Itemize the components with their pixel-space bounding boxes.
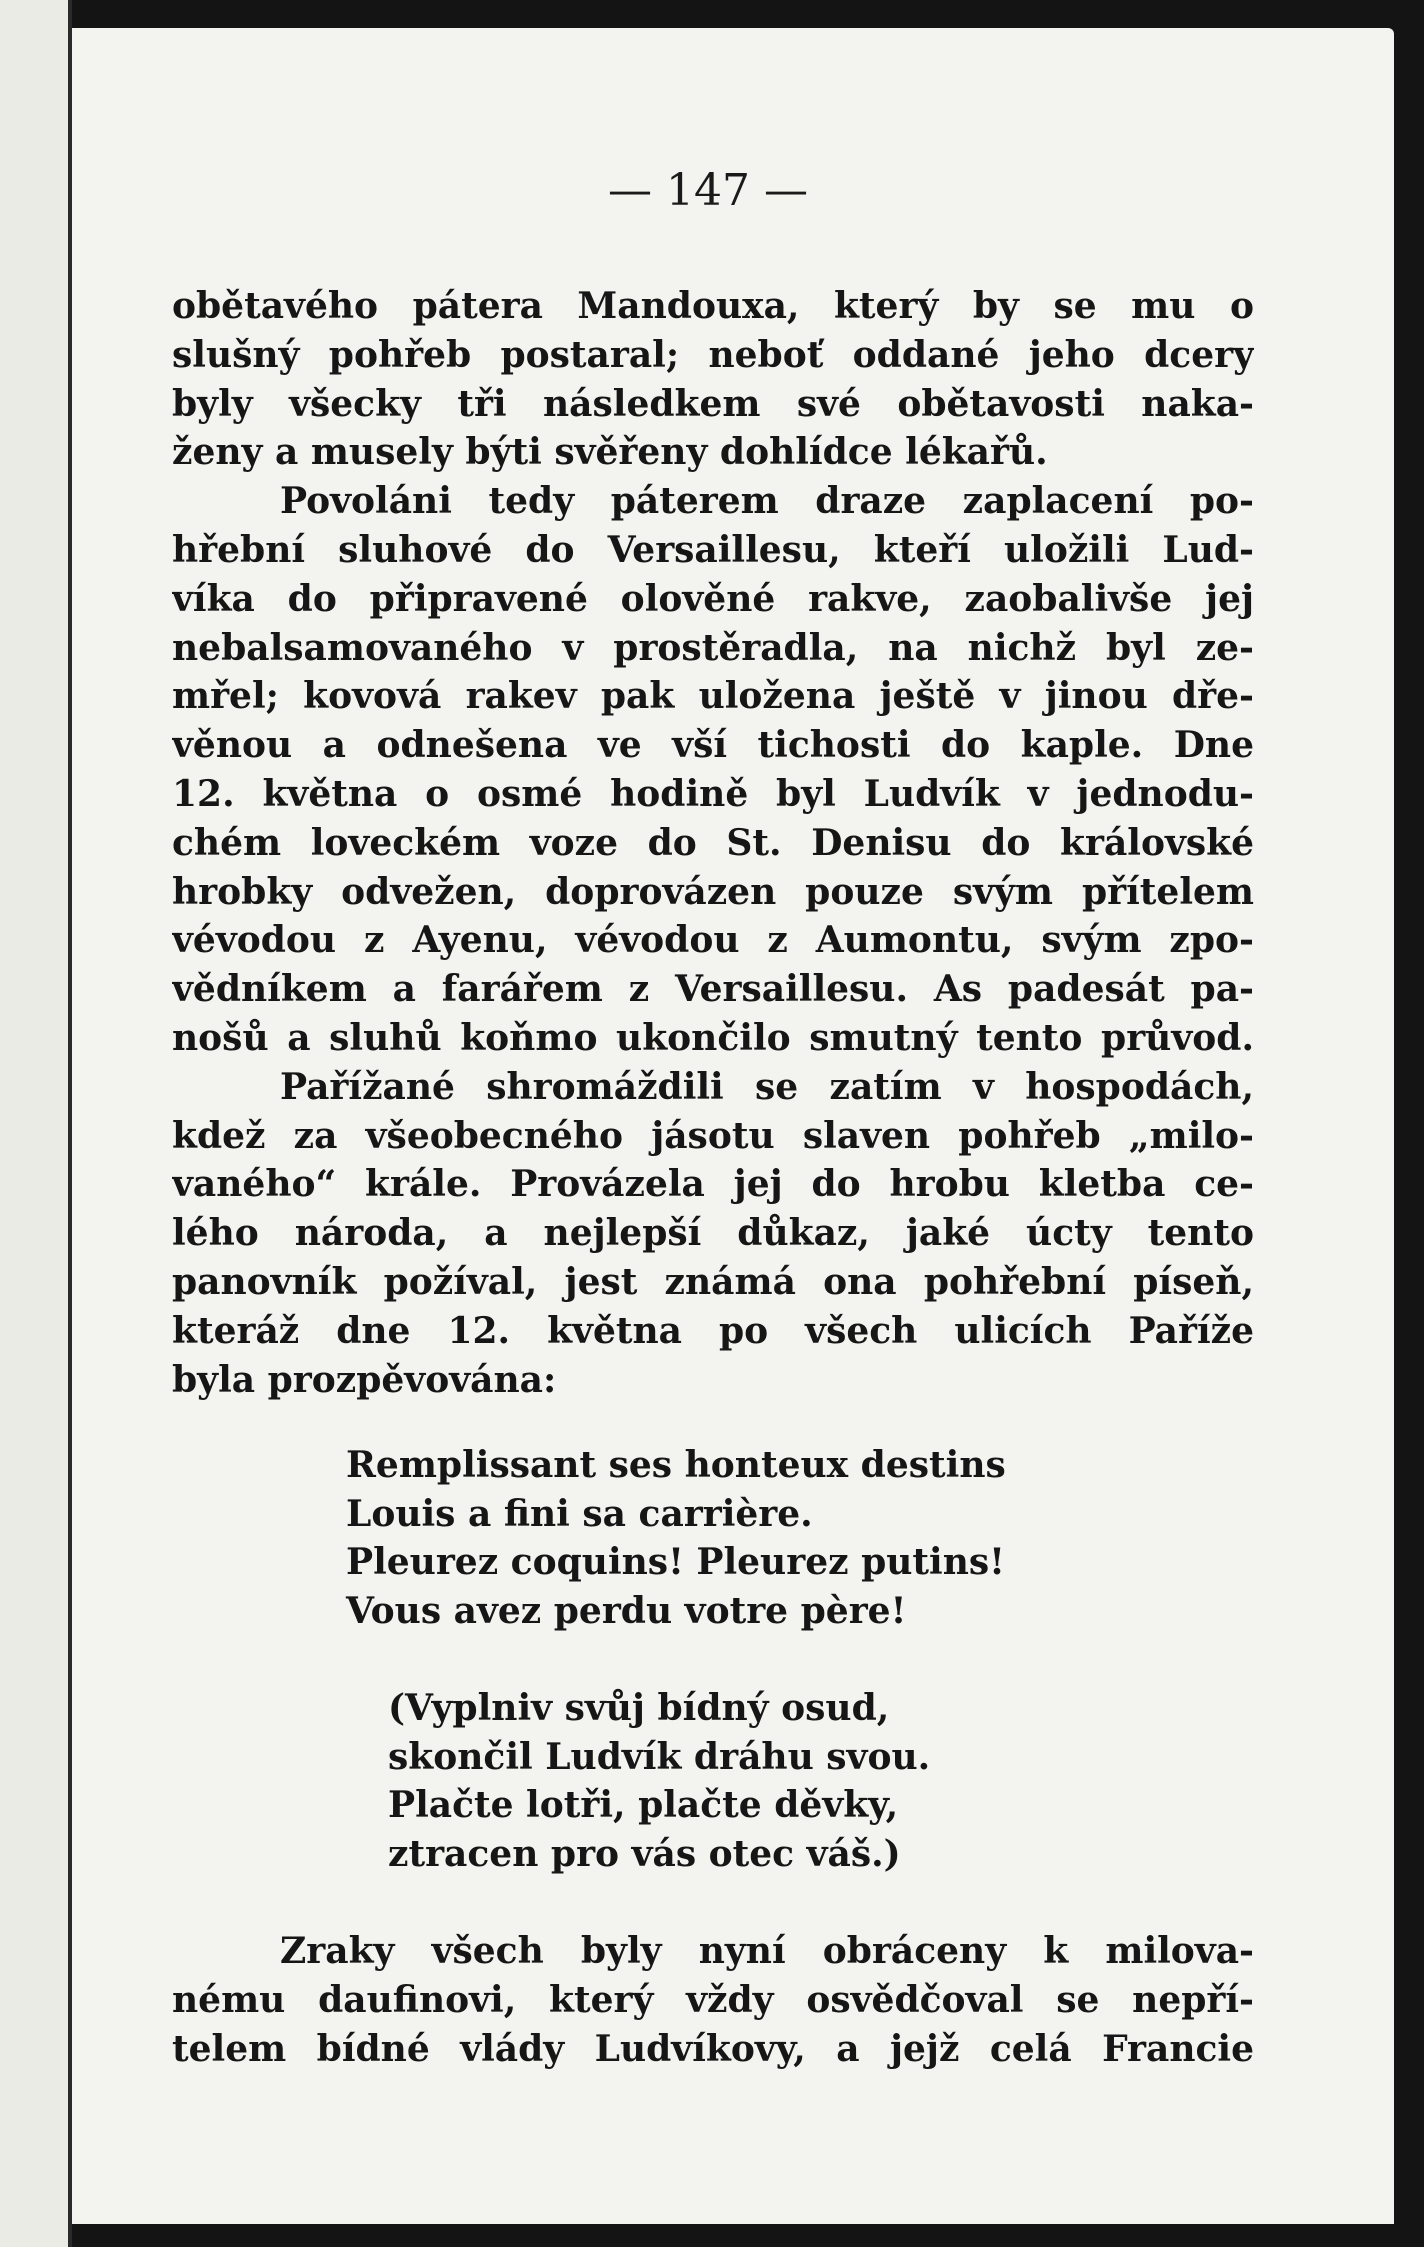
text-line: hrobky odvežen, doprovázen pouze svým přítelem: [172, 870, 1254, 913]
text-line: chém loveckém voze do St. Denisu do královské: [172, 821, 1254, 864]
text-line: 12. května o osmé hodině byl Ludvík v jednodu-: [172, 772, 1254, 815]
text-line: nošů a sluhů koňmo ukončilo smutný tento průvod.: [172, 1016, 1254, 1059]
text-line: vévodou z Ayenu, vévodou z Aumontu, svým zpo-: [172, 919, 1254, 962]
verse-line: Louis a fini sa carrière.: [346, 1492, 813, 1535]
text-line: panovník požíval, jest známá ona pohřební píseň,: [172, 1260, 1254, 1303]
previous-page-edge: [0, 0, 70, 2247]
text-line: nému daufinovi, který vždy osvědčoval se nepří-: [172, 1978, 1254, 2021]
text-line: víka do připravené olověné rakve, zaobalivše jej: [172, 577, 1254, 620]
text-line: hřební sluhové do Versaillesu, kteří uložili Lud-: [172, 528, 1254, 571]
verse-line: (Vyplniv svůj bídný osud,: [388, 1687, 890, 1729]
text-line: ženy a musely býti svěřeny dohlídce lékařů.: [172, 431, 1048, 474]
text-line: lého národa, a nejlepší důkaz, jaké úcty tento: [172, 1212, 1254, 1255]
text-line: obětavého pátera Mandouxa, který by se mu o: [172, 285, 1254, 327]
text-line: kteráž dne 12. května po všech ulicích Paříže: [172, 1309, 1254, 1352]
french-verse: [346, 1441, 1006, 1635]
text-line: telem bídné vlády Ludvíkovy, a jejž celá Francie: [172, 2027, 1254, 2070]
text-line: věnou a odnešena ve vší tichosti do kaple. Dne: [172, 724, 1254, 767]
verse-line: Vous avez perdu votre père!: [346, 1589, 907, 1632]
verse-line: ztracen pro vás otec váš.): [388, 1832, 901, 1875]
page-number: — 147 —: [608, 165, 808, 216]
verse-line: Plačte lotři, plačte děvky,: [388, 1784, 899, 1826]
text-line: mřel; kovová rakev pak uložena ještě v jinou dře-: [172, 675, 1254, 718]
text-line: byla prozpěvována:: [172, 1358, 557, 1401]
text-line: slušný pohřeb postaral; neboť oddané jeho dcery: [172, 333, 1254, 376]
czech-verse-translation: [388, 1684, 930, 1878]
text-line: Pařížané shromáždili se zatím v hospodách,: [280, 1065, 1254, 1108]
text-line: nebalsamovaného v prostěradla, na nichž byl ze-: [172, 626, 1254, 669]
text-line: Zraky všech byly nyní obráceny k milova-: [280, 1930, 1254, 1972]
text-line: kdež za všeobecného jásotu slaven pohřeb „milo-: [172, 1114, 1254, 1157]
main-text: [172, 282, 1254, 1404]
verse-line: Remplissant ses honteux destins: [346, 1444, 1006, 1486]
verse-line: Pleurez coquins! Pleurez putins!: [346, 1541, 1005, 1583]
text-line: vědníkem a farářem z Versaillesu. As padesát pa-: [172, 968, 1254, 1011]
text-line: Povoláni tedy páterem draze zaplacení po-: [280, 480, 1254, 523]
closing-paragraph: [172, 1927, 1254, 2073]
verse-line: skončil Ludvík dráhu svou.: [388, 1735, 931, 1778]
text-line: vaného“ krále. Provázela jej do hrobu kletba ce-: [172, 1163, 1254, 1206]
text-line: byly všecky tři následkem své obětavosti naka-: [172, 382, 1254, 425]
